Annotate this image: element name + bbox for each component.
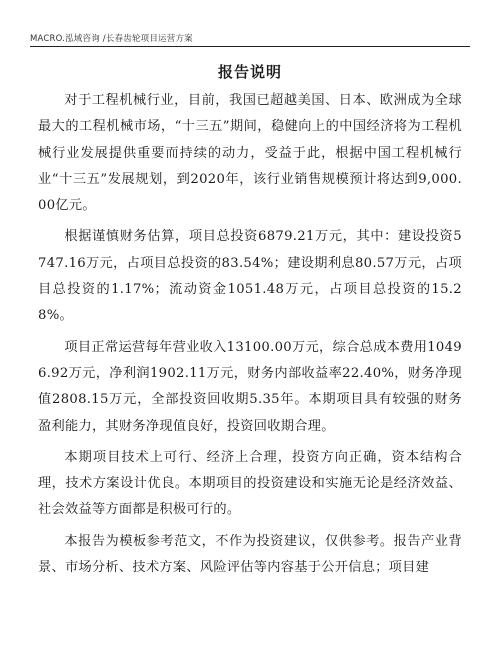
page-title: 报告说明 (217, 63, 282, 81)
paragraph-investment-estimate: 根据谨慎财务估算，项目总投资6879.21万元，其中：建设投资5747.16万元，占项目总投资的83.54%；建设期利息80.57万元，占项目总投资的1.17%；流动资金1051.48万元，占项目总投资的15.28%。 (38, 229, 462, 324)
document-body (38, 88, 462, 586)
paragraph-industry-overview: 对于工程机械行业，目前，我国已超越美国、日本、欧洲成为全球最大的工程机械市场，“十三五”期间，稳健向上的中国经济将为工程机械行业发展提供重要而持续的动力，受益于此，根据中国工程机械行业“十三五”发展规划，到2020年，该行业销售规模预计将达到9,000.00亿元。 (38, 93, 462, 214)
paragraph-disclaimer: 本报告为模板参考范文，不作为投资建议，仅供参考。报告产业背景、市场分析、技术方案、风险评估等内容基于公开信息；项目建 (38, 533, 462, 576)
header-divider (30, 46, 470, 47)
running-header: MACRO.泓域咨询 /长春齿轮项目运营方案 (30, 34, 193, 44)
paragraph-feasibility: 本期项目技术上可行、经济上合理，投资方向正确，资本结构合理，技术方案设计优良。本期项目的投资建设和实施无论是经济效益、社会效益等方面都是积极可行的。 (38, 449, 462, 518)
paragraph-operating-returns: 项目正常运营每年营业收入13100.00万元，综合总成本费用10496.92万元，净利润1902.11万元，财务内部收益率22.40%，财务净现值2808.15万元，全部投资回收期5.35年。本期项目具有较强的财务盈利能力，其财务净现值良好，投资回收期合理。 (38, 339, 462, 434)
